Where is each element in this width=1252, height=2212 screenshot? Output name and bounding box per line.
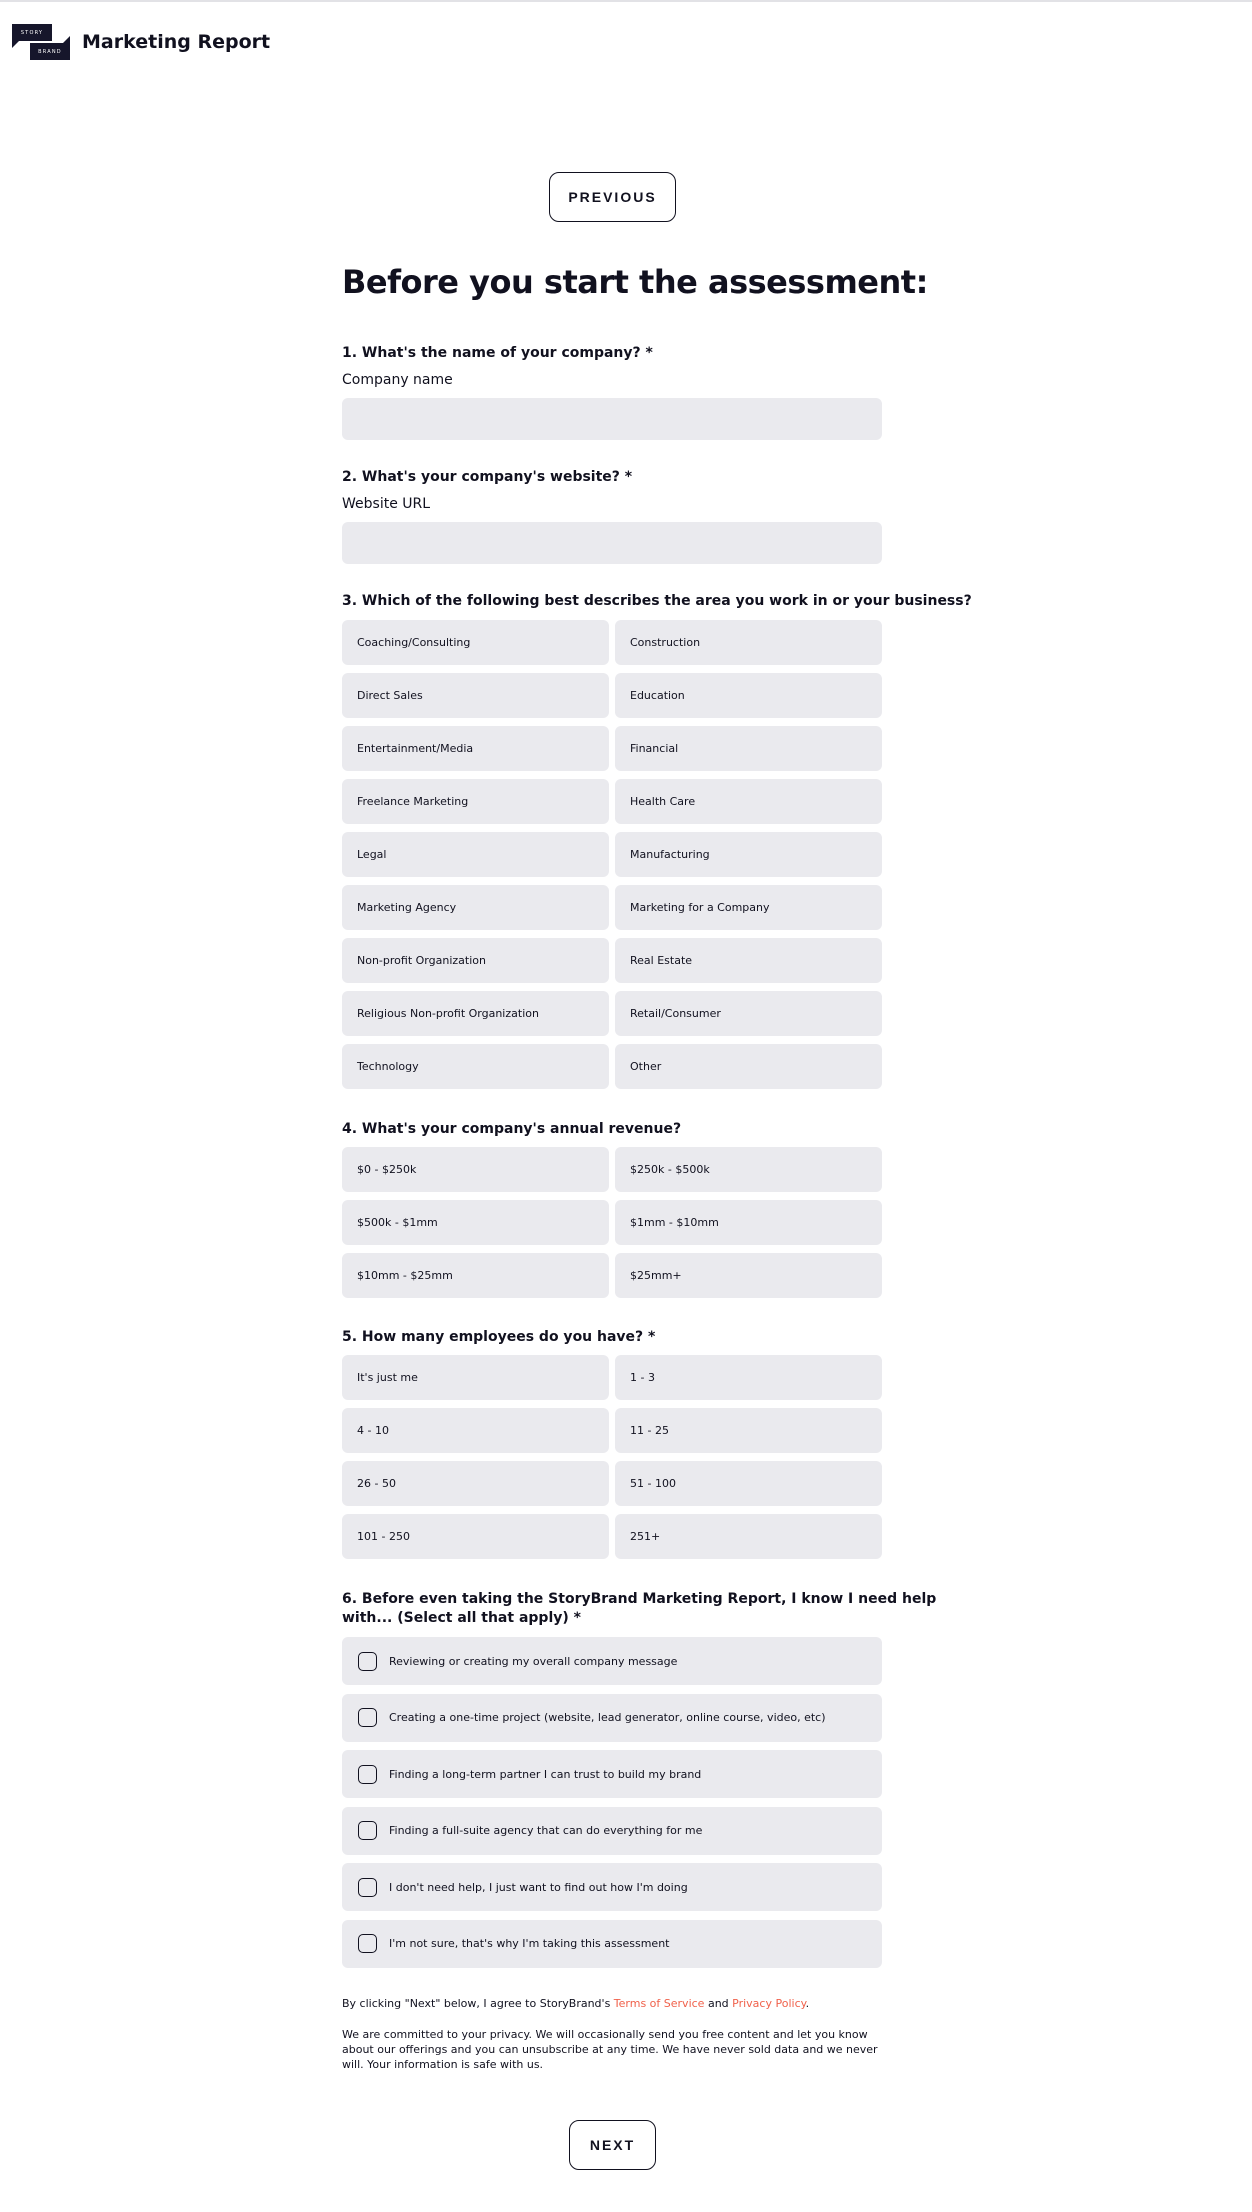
industry-option[interactable]: Financial — [615, 726, 882, 771]
employee-option[interactable]: 101 - 250 — [342, 1514, 609, 1559]
checkbox[interactable] — [358, 1765, 377, 1784]
checkbox[interactable] — [358, 1708, 377, 1727]
industry-option[interactable]: Non-profit Organization — [342, 938, 609, 983]
help-option-label: I'm not sure, that's why I'm taking this assessment — [389, 1937, 670, 1950]
question-1-label: 1. What's the name of your company? * — [342, 345, 653, 361]
industry-option[interactable]: Real Estate — [615, 938, 882, 983]
help-option[interactable] — [342, 1920, 882, 1968]
checkbox[interactable] — [358, 1878, 377, 1897]
question-4-label: 4. What's your company's annual revenue? — [342, 1121, 682, 1137]
question-6-label-line2: with... (Select all that apply) * — [342, 1610, 581, 1626]
help-option-label: I don't need help, I just want to find out how I'm doing — [389, 1880, 688, 1894]
industry-option[interactable]: Health Care — [615, 779, 882, 824]
terms-of-service-link[interactable]: Terms of Service — [613, 1997, 705, 2010]
employee-option[interactable]: 26 - 50 — [342, 1461, 609, 1506]
company-name-label: Company name — [342, 372, 453, 388]
storybrand-logo[interactable] — [12, 24, 72, 60]
employee-option[interactable]: It's just me — [342, 1355, 609, 1400]
website-url-label: Website URL — [342, 496, 431, 512]
logo-tail-right — [63, 36, 70, 43]
checkbox[interactable] — [358, 1652, 377, 1671]
revenue-option[interactable]: $500k - $1mm — [342, 1200, 609, 1245]
company-name-input[interactable] — [342, 398, 882, 440]
privacy-statement: We are committed to your privacy. We will occasionally send you free content and let you know about our offerings and you can unsubscribe at any time. We have never sold data and we never will. Your information is safe with us. — [342, 2028, 878, 2071]
employee-option[interactable]: 4 - 10 — [342, 1408, 609, 1453]
agree-prefix: By clicking "Next" below, I agree to StoryBrand's — [342, 1997, 614, 2010]
page-title: Before you start the assessment: — [342, 263, 928, 301]
industry-option[interactable]: Direct Sales — [342, 673, 609, 718]
help-option[interactable] — [342, 1750, 882, 1798]
industry-option[interactable]: Legal — [342, 832, 609, 877]
employee-option[interactable]: 1 - 3 — [615, 1355, 882, 1400]
privacy-policy-link[interactable]: Privacy Policy — [732, 1997, 806, 2010]
revenue-option[interactable]: $250k - $500k — [615, 1147, 882, 1192]
employee-option[interactable]: 11 - 25 — [615, 1408, 882, 1453]
report-title: Marketing Report — [82, 31, 271, 53]
help-option[interactable] — [342, 1694, 882, 1742]
help-option-label: Finding a full-suite agency that can do everything for me — [389, 1824, 703, 1837]
top-border — [0, 0, 1252, 2]
question-3-label: 3. Which of the following best describes the area you work in or your business? — [342, 593, 972, 609]
employee-option[interactable]: 251+ — [615, 1514, 882, 1559]
revenue-option[interactable]: $10mm - $25mm — [342, 1253, 609, 1298]
question-5-label: 5. How many employees do you have? * — [342, 1329, 656, 1345]
industry-option[interactable]: Manufacturing — [615, 832, 882, 877]
checkbox[interactable] — [358, 1821, 377, 1840]
help-option-label: Reviewing or creating my overall company message — [389, 1654, 678, 1668]
industry-option[interactable]: Coaching/Consulting — [342, 620, 609, 665]
industry-options — [342, 620, 882, 1089]
help-option[interactable] — [342, 1637, 882, 1685]
logo-brand-bubble: BRAND — [30, 43, 70, 60]
revenue-option[interactable]: $1mm - $10mm — [615, 1200, 882, 1245]
help-option-label: Finding a long-term partner I can trust to build my brand — [389, 1767, 702, 1781]
logo-tail-left — [12, 41, 19, 48]
employee-options — [342, 1355, 882, 1559]
period-text: . — [805, 1997, 810, 2010]
site-header — [12, 24, 270, 60]
website-url-input[interactable] — [342, 522, 882, 564]
help-option[interactable] — [342, 1807, 882, 1855]
help-checklist — [342, 1637, 882, 1976]
industry-option[interactable]: Other — [615, 1044, 882, 1089]
industry-option[interactable]: Religious Non-profit Organization — [342, 991, 609, 1036]
industry-option[interactable]: Marketing Agency — [342, 885, 609, 930]
revenue-option[interactable]: $25mm+ — [615, 1253, 882, 1298]
industry-option[interactable]: Marketing for a Company — [615, 885, 882, 930]
question-2-label: 2. What's your company's website? * — [342, 469, 633, 485]
previous-button[interactable]: PREVIOUS — [549, 172, 676, 222]
revenue-option[interactable]: $0 - $250k — [342, 1147, 609, 1192]
industry-option[interactable]: Construction — [615, 620, 882, 665]
question-6-label-line1: 6. Before even taking the StoryBrand Marketing Report, I know I need help — [342, 1591, 937, 1607]
checkbox[interactable] — [358, 1934, 377, 1953]
logo-story-bubble: STORY — [12, 24, 52, 41]
industry-option[interactable]: Freelance Marketing — [342, 779, 609, 824]
industry-option[interactable]: Technology — [342, 1044, 609, 1089]
industry-option[interactable]: Entertainment/Media — [342, 726, 609, 771]
help-option-label: Creating a one-time project (website, lead generator, online course, video, etc) — [389, 1711, 826, 1724]
help-option[interactable] — [342, 1863, 882, 1911]
employee-option[interactable]: 51 - 100 — [615, 1461, 882, 1506]
and-text: and — [704, 1997, 733, 2010]
next-button[interactable]: NEXT — [569, 2120, 656, 2170]
revenue-options — [342, 1147, 882, 1298]
industry-option[interactable]: Retail/Consumer — [615, 991, 882, 1036]
terms-agreement — [342, 1996, 882, 2011]
industry-option[interactable]: Education — [615, 673, 882, 718]
